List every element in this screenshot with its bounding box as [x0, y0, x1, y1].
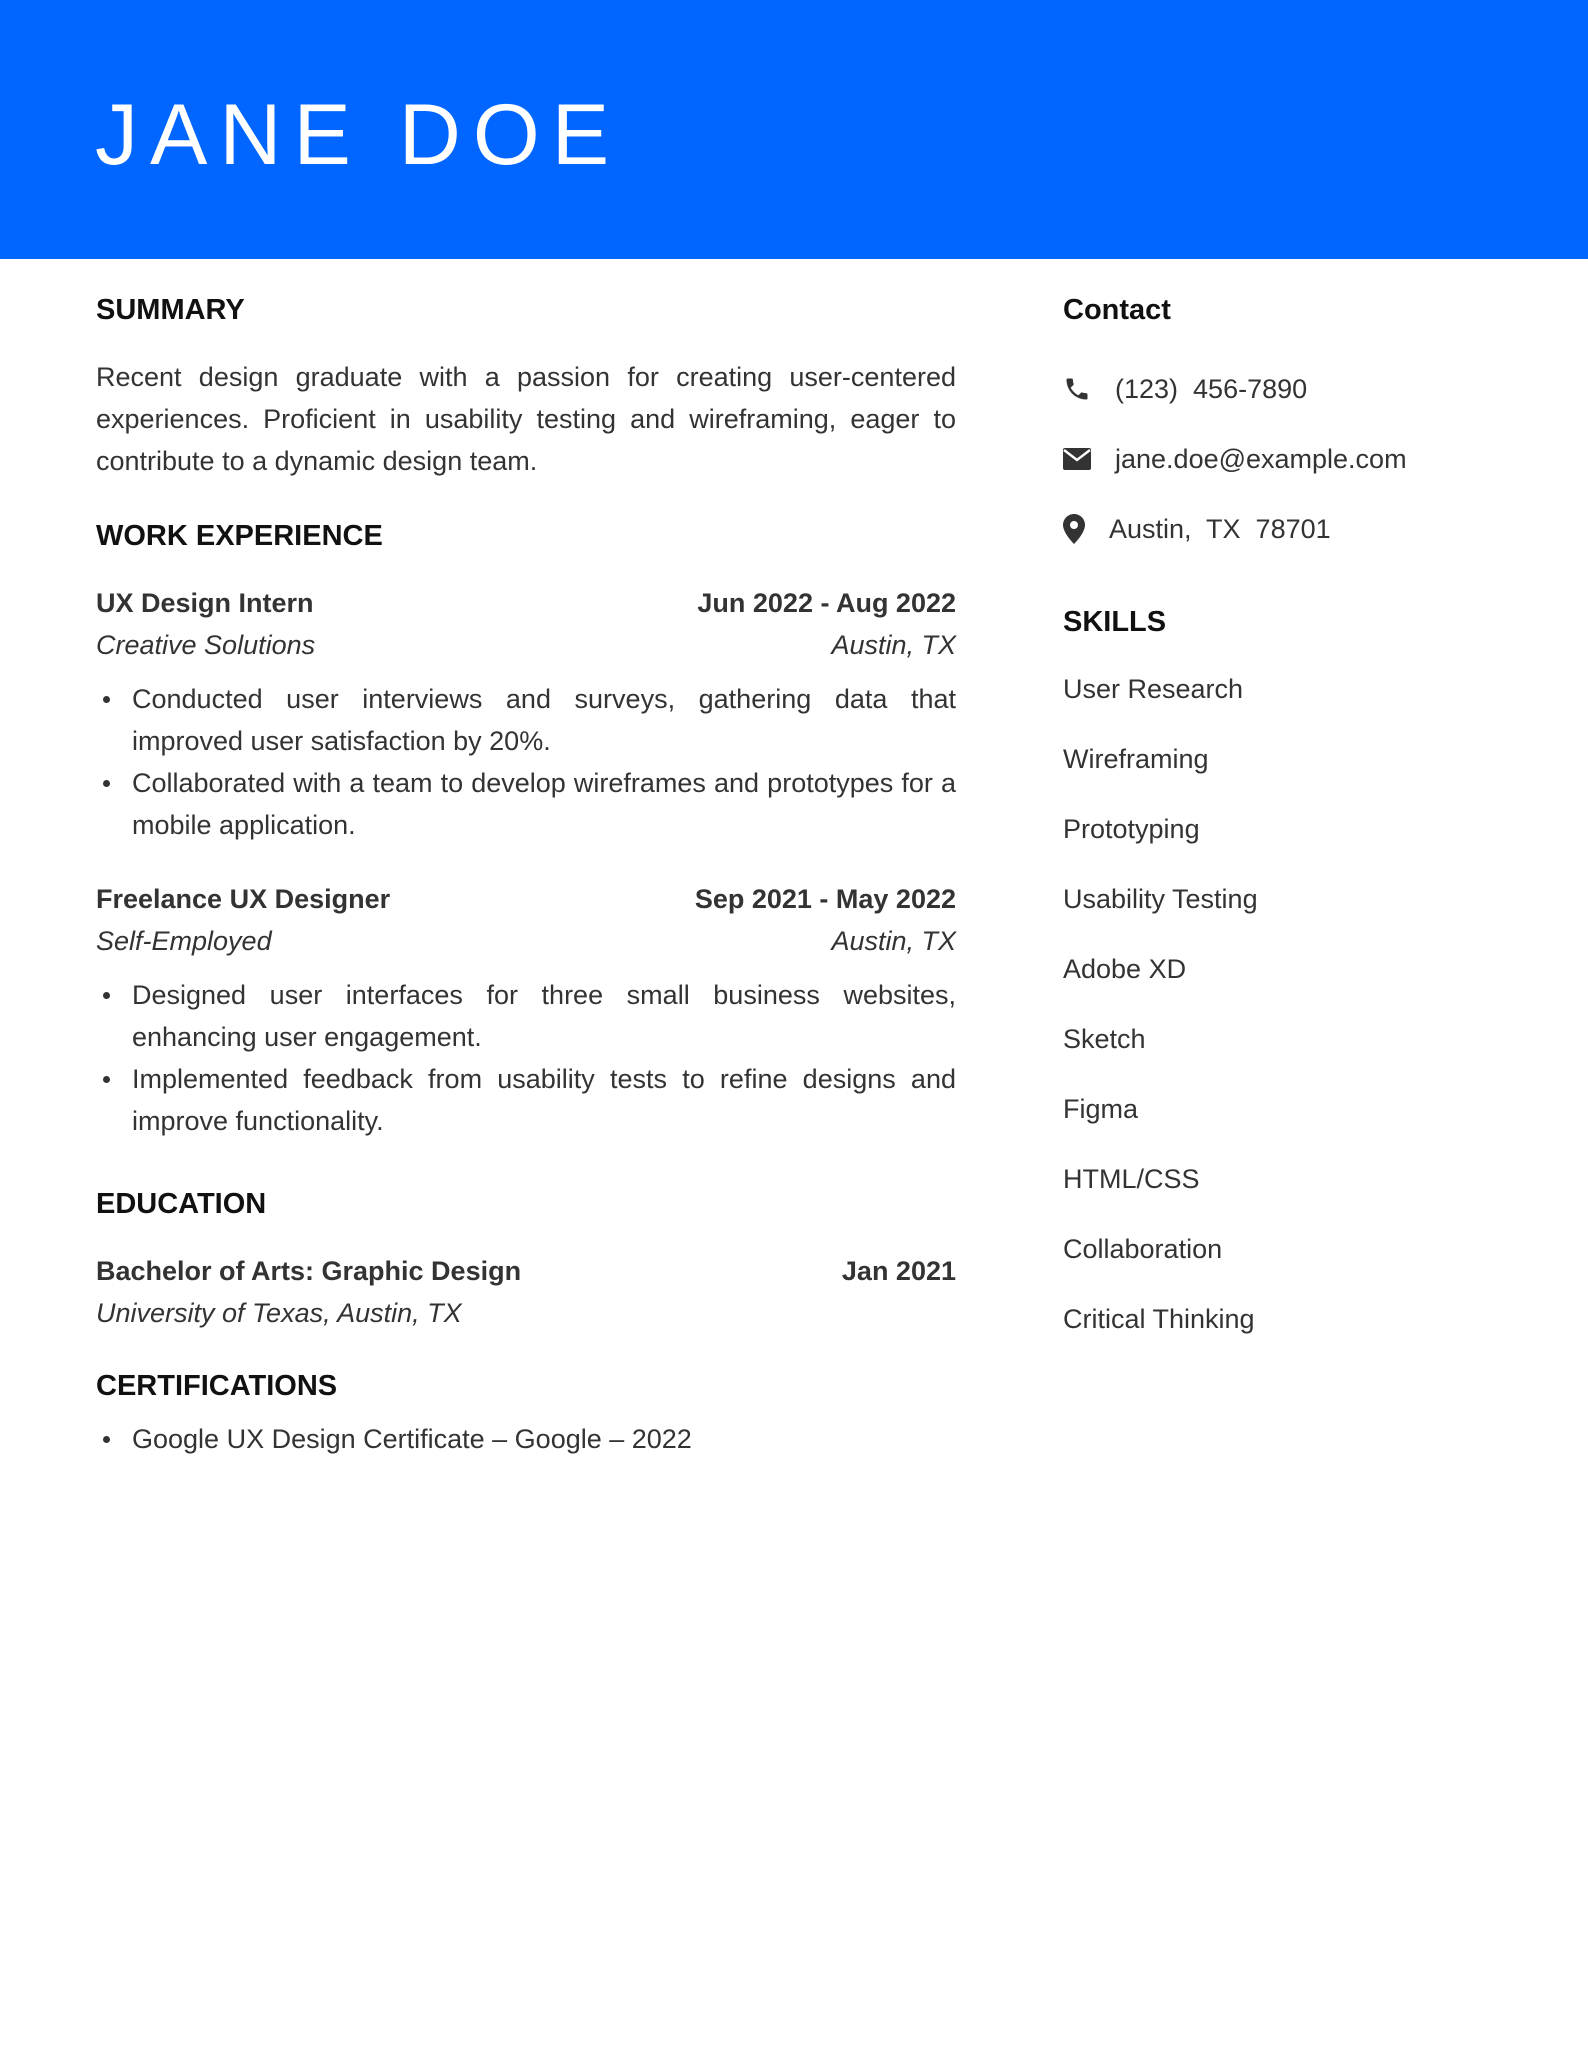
- map-pin-icon: [1063, 514, 1087, 544]
- bullet-text: Implemented feedback from usability tests to refine designs and improve functionality.: [132, 1064, 956, 1136]
- list-item: [132, 1418, 956, 1460]
- sidebar-column: [1063, 290, 1523, 1368]
- job-dates: Jun 2022 - Aug 2022: [697, 588, 956, 618]
- main-column: [96, 290, 956, 1460]
- job-company: Creative Solutions: [96, 630, 316, 660]
- job-location: Austin, TX: [831, 630, 956, 660]
- summary-heading: SUMMARY: [96, 294, 245, 326]
- job-role: UX Design Intern: [96, 588, 314, 618]
- bullet-text: Designed user interfaces for three small business websites, enhancing user engagement.: [132, 980, 956, 1052]
- education-heading: EDUCATION: [96, 1188, 267, 1220]
- certifications-heading: CERTIFICATIONS: [96, 1370, 338, 1402]
- contact-list: [1063, 368, 1523, 550]
- job-header-row: [96, 582, 956, 624]
- skill-item: Sketch: [1063, 1024, 1146, 1054]
- job-company-row: [96, 920, 956, 962]
- school: University of Texas, Austin, TX: [96, 1298, 462, 1328]
- candidate-name: JANE DOE: [95, 87, 622, 183]
- education-header-row: [96, 1250, 956, 1292]
- skill-item: Adobe XD: [1063, 954, 1187, 984]
- job-bullets: [96, 974, 956, 1142]
- job-entry: [96, 878, 956, 1142]
- skill-item: Critical Thinking: [1063, 1304, 1255, 1334]
- skill-item: Usability Testing: [1063, 884, 1258, 914]
- bullet-icon: [103, 1076, 110, 1083]
- skill-item: Prototyping: [1063, 814, 1200, 844]
- phone-icon: [1063, 374, 1093, 404]
- job-company: Self-Employed: [96, 926, 272, 956]
- phone-number[interactable]: (123) 456-7890: [1115, 373, 1308, 404]
- location-text: Austin, TX 78701: [1109, 513, 1331, 544]
- certification-list: [96, 1418, 956, 1460]
- skill-item: Figma: [1063, 1094, 1139, 1124]
- list-item: [132, 974, 956, 1058]
- bullet-icon: [103, 780, 110, 787]
- job-bullets: [96, 678, 956, 846]
- skill-item: HTML/CSS: [1063, 1164, 1200, 1194]
- contact-phone: [1063, 368, 1523, 410]
- bullet-text: Collaborated with a team to develop wireframes and prototypes for a mobile application.: [132, 768, 956, 840]
- job-entry: [96, 582, 956, 846]
- certification-text: Google UX Design Certificate – Google – 2022: [132, 1424, 692, 1454]
- bullet-text: Conducted user interviews and surveys, gathering data that improved user satisfaction by 20%.: [132, 684, 956, 756]
- list-item: [132, 1058, 956, 1142]
- skill-item: User Research: [1063, 674, 1244, 704]
- graduation-date: Jan 2021: [841, 1256, 956, 1286]
- skills-heading: SKILLS: [1063, 606, 1167, 638]
- job-role: Freelance UX Designer: [96, 884, 391, 914]
- job-company-row: [96, 624, 956, 666]
- bullet-icon: [103, 1436, 110, 1443]
- contact-location: [1063, 508, 1523, 550]
- summary-text: Recent design graduate with a passion for creating user-centered experiences. Proficient in usability testing and wireframing, eager to contribute to a dynamic design team.: [96, 362, 956, 476]
- job-location: Austin, TX: [831, 926, 956, 956]
- skill-item: Collaboration: [1063, 1234, 1223, 1264]
- bullet-icon: [103, 696, 110, 703]
- envelope-icon: [1063, 444, 1093, 474]
- contact-email: [1063, 438, 1523, 480]
- bullet-icon: [103, 992, 110, 999]
- degree: Bachelor of Arts: Graphic Design: [96, 1256, 522, 1286]
- education-school-row: [96, 1292, 956, 1334]
- job-dates: Sep 2021 - May 2022: [694, 884, 956, 914]
- work-experience-heading: WORK EXPERIENCE: [96, 520, 383, 552]
- skills-list: [1063, 668, 1523, 1340]
- list-item: [132, 762, 956, 846]
- header-banner: [0, 0, 1588, 259]
- education-entry: [96, 1250, 956, 1334]
- contact-heading: Contact: [1063, 294, 1171, 326]
- skill-item: Wireframing: [1063, 744, 1209, 774]
- email-address[interactable]: jane.doe@example.com: [1115, 443, 1407, 474]
- job-header-row: [96, 878, 956, 920]
- list-item: [132, 678, 956, 762]
